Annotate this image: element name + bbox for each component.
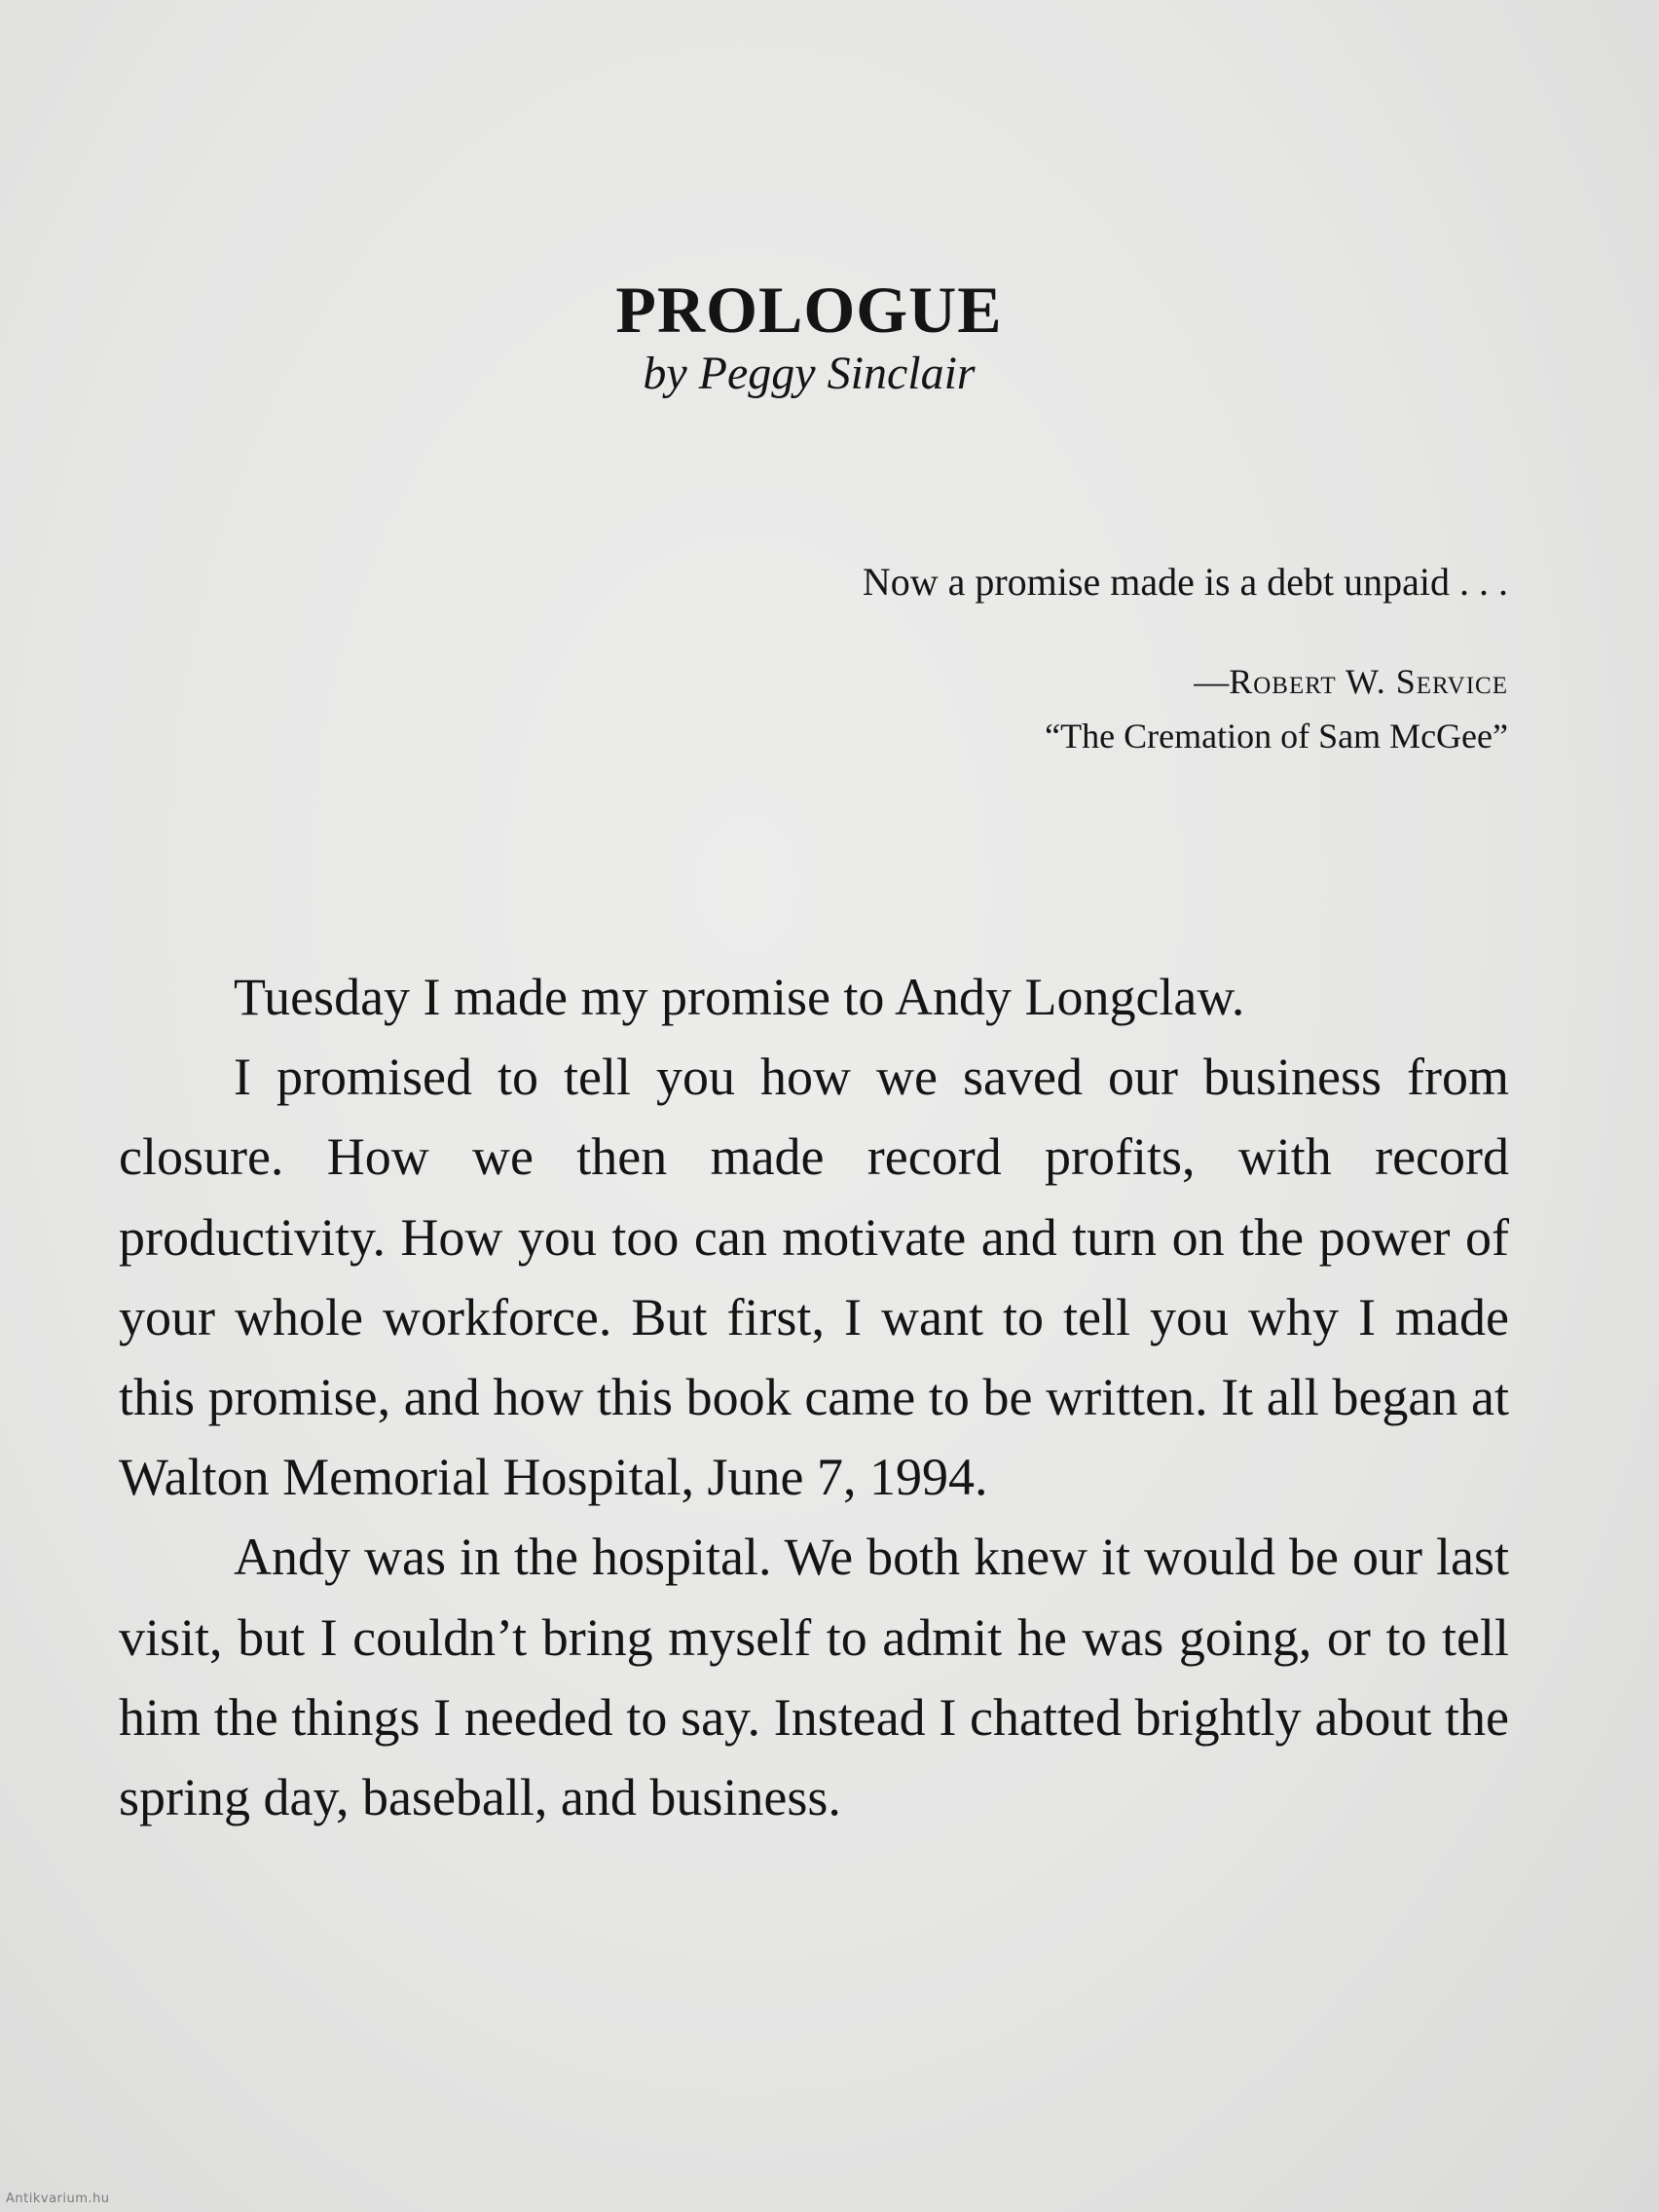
epigraph-attribution	[1045, 654, 1508, 763]
paragraph: I promised to tell you how we saved our business from closure. How we then made record profits, with record productivity. How you too can motivate and turn on the power of your whole workforce. But first, I want to tell you why I made this promise, and how this book came to be written. It all began at Walton Memorial Hospital, June 7, 1994.	[119, 1048, 1509, 1507]
epigraph-dash: —	[1194, 662, 1230, 701]
epigraph-author-line	[1045, 654, 1508, 709]
paragraph: Tuesday I made my promise to Andy Longclaw.	[234, 968, 1245, 1026]
body-text	[119, 957, 1509, 1837]
chapter-title: PROLOGUE	[615, 272, 1003, 347]
watermark: Antikvarium.hu	[6, 2192, 110, 2206]
paragraph: Andy was in the hospital. We both knew it would be our last visit, but I couldn’t bring myself to admit he was going, or to tell him the things I needed to say. Instead I chatted brightly about the spring day, baseball, and business.	[119, 1528, 1509, 1827]
chapter-byline: by Peggy Sinclair	[643, 348, 976, 399]
epigraph-author: Robert W. Service	[1229, 662, 1508, 701]
epigraph-work: “The Cremation of Sam McGee”	[1045, 717, 1508, 756]
epigraph-quote: Now a promise made is a debt unpaid . . .	[862, 560, 1508, 604]
